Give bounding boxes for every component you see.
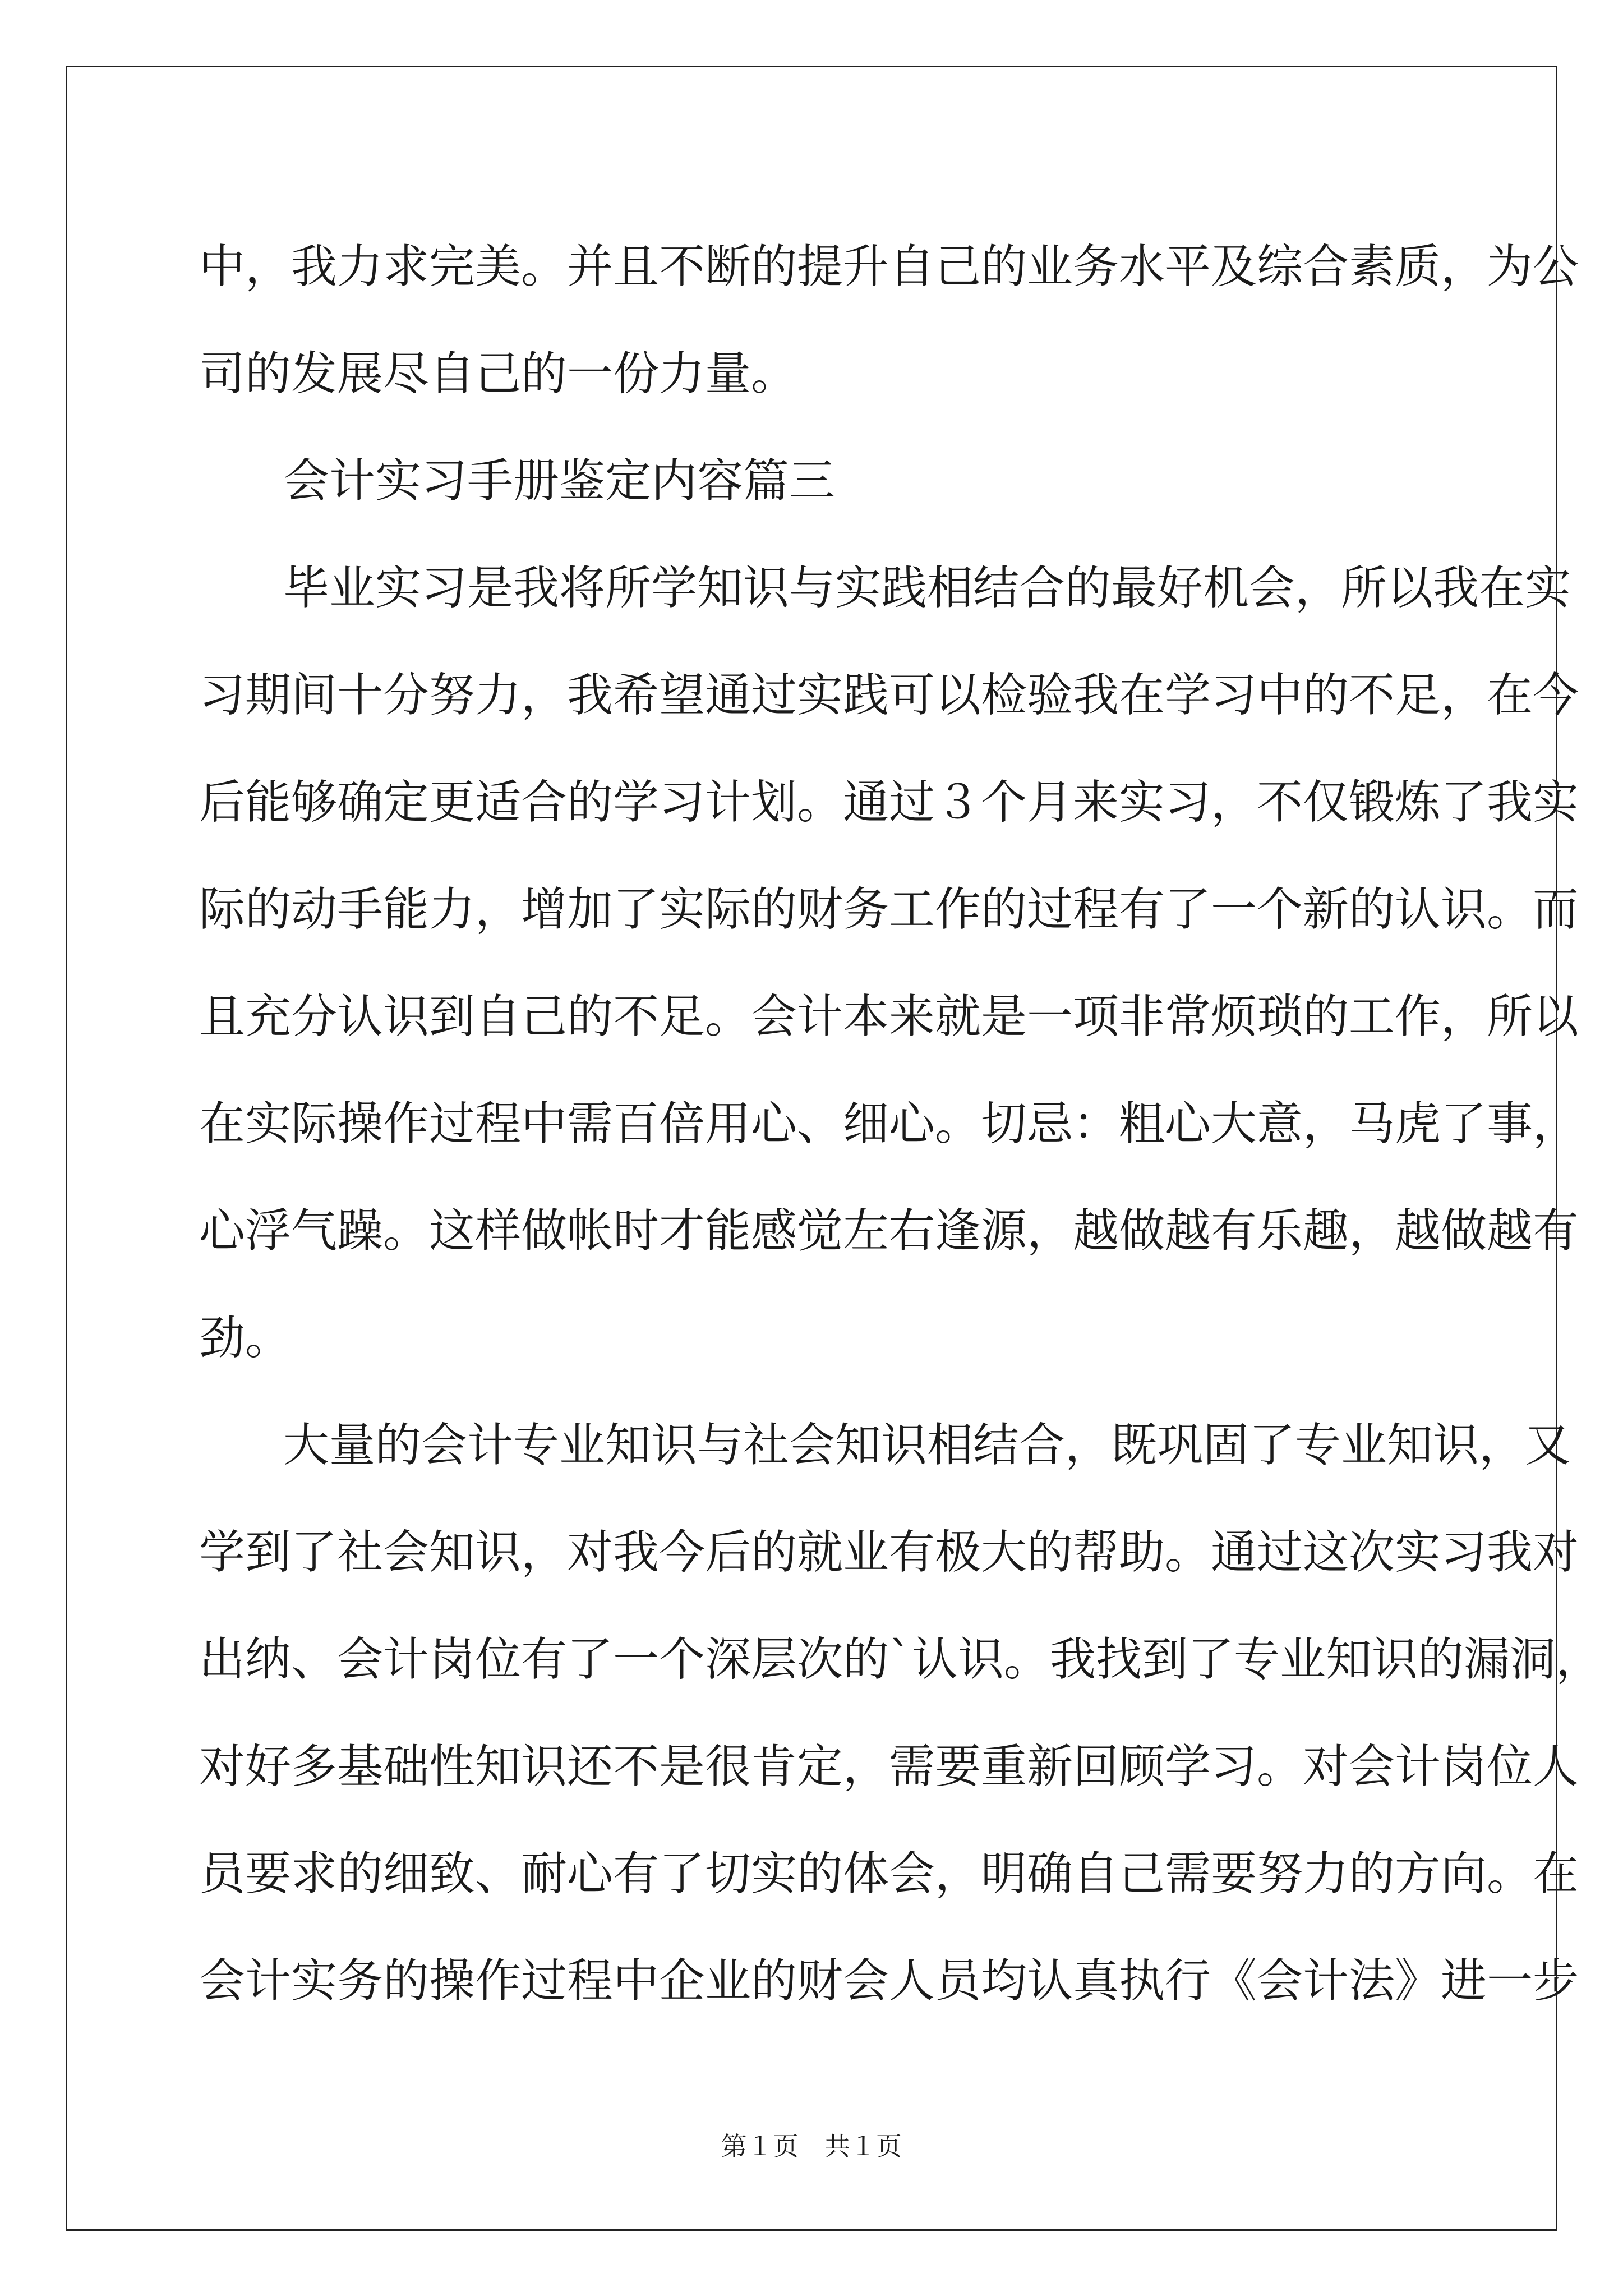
text-line-13: 学到了社会知识，对我今后的就业有极大的帮助。通过这次实习我对 [199,1526,1579,1579]
text-line-2: 司的发展尽自己的一份力量。 [199,347,797,401]
text-line-4: 毕业实习是我将所学知识与实践相结合的最好机会，所以我在实 [283,562,1571,615]
text-line-11: 劲。 [199,1312,292,1365]
section-heading: 会计实习手册鉴定内容篇三 [283,454,836,508]
text-line-7: 际的动手能力，增加了实际的财务工作的过程有了一个新的认识。而 [199,883,1579,936]
text-line-1: 中，我力求完美。并且不断的提升自己的业务水平及综合素质，为公 [199,240,1579,293]
text-line-14: 出纳、会计岗位有了一个深层次的`认识。我找到了专业知识的漏洞， [199,1633,1602,1686]
text-line-16: 员要求的细致、耐心有了切实的体会，明确自己需要努力的方向。在 [199,1847,1579,1901]
text-line-6: 后能够确定更适合的学习计划。通过３个月来实习，不仅锻炼了我实 [199,776,1579,829]
text-line-12: 大量的会计专业知识与社会知识相结合，既巩固了专业知识，又 [283,1419,1571,1472]
text-line-5: 习期间十分努力，我希望通过实践可以检验我在学习中的不足，在今 [199,669,1579,722]
page-number-footer: 第１页 共１页 [721,2131,902,2161]
text-line-8: 且充分认识到自己的不足。会计本来就是一项非常烦琐的工作，所以 [199,990,1579,1043]
text-line-10: 心浮气躁。这样做帐时才能感觉左右逢源，越做越有乐趣，越做越有 [199,1204,1579,1258]
text-line-9: 在实际操作过程中需百倍用心、细心。切忌：粗心大意，马虎了事， [199,1097,1579,1151]
text-line-17: 会计实务的操作过程中企业的财会人员均认真执行《会计法》进一步 [199,1954,1579,2008]
document-body [199,213,1602,2035]
text-line-15: 对好多基础性知识还不是很肯定，需要重新回顾学习。对会计岗位人 [199,1740,1579,1793]
